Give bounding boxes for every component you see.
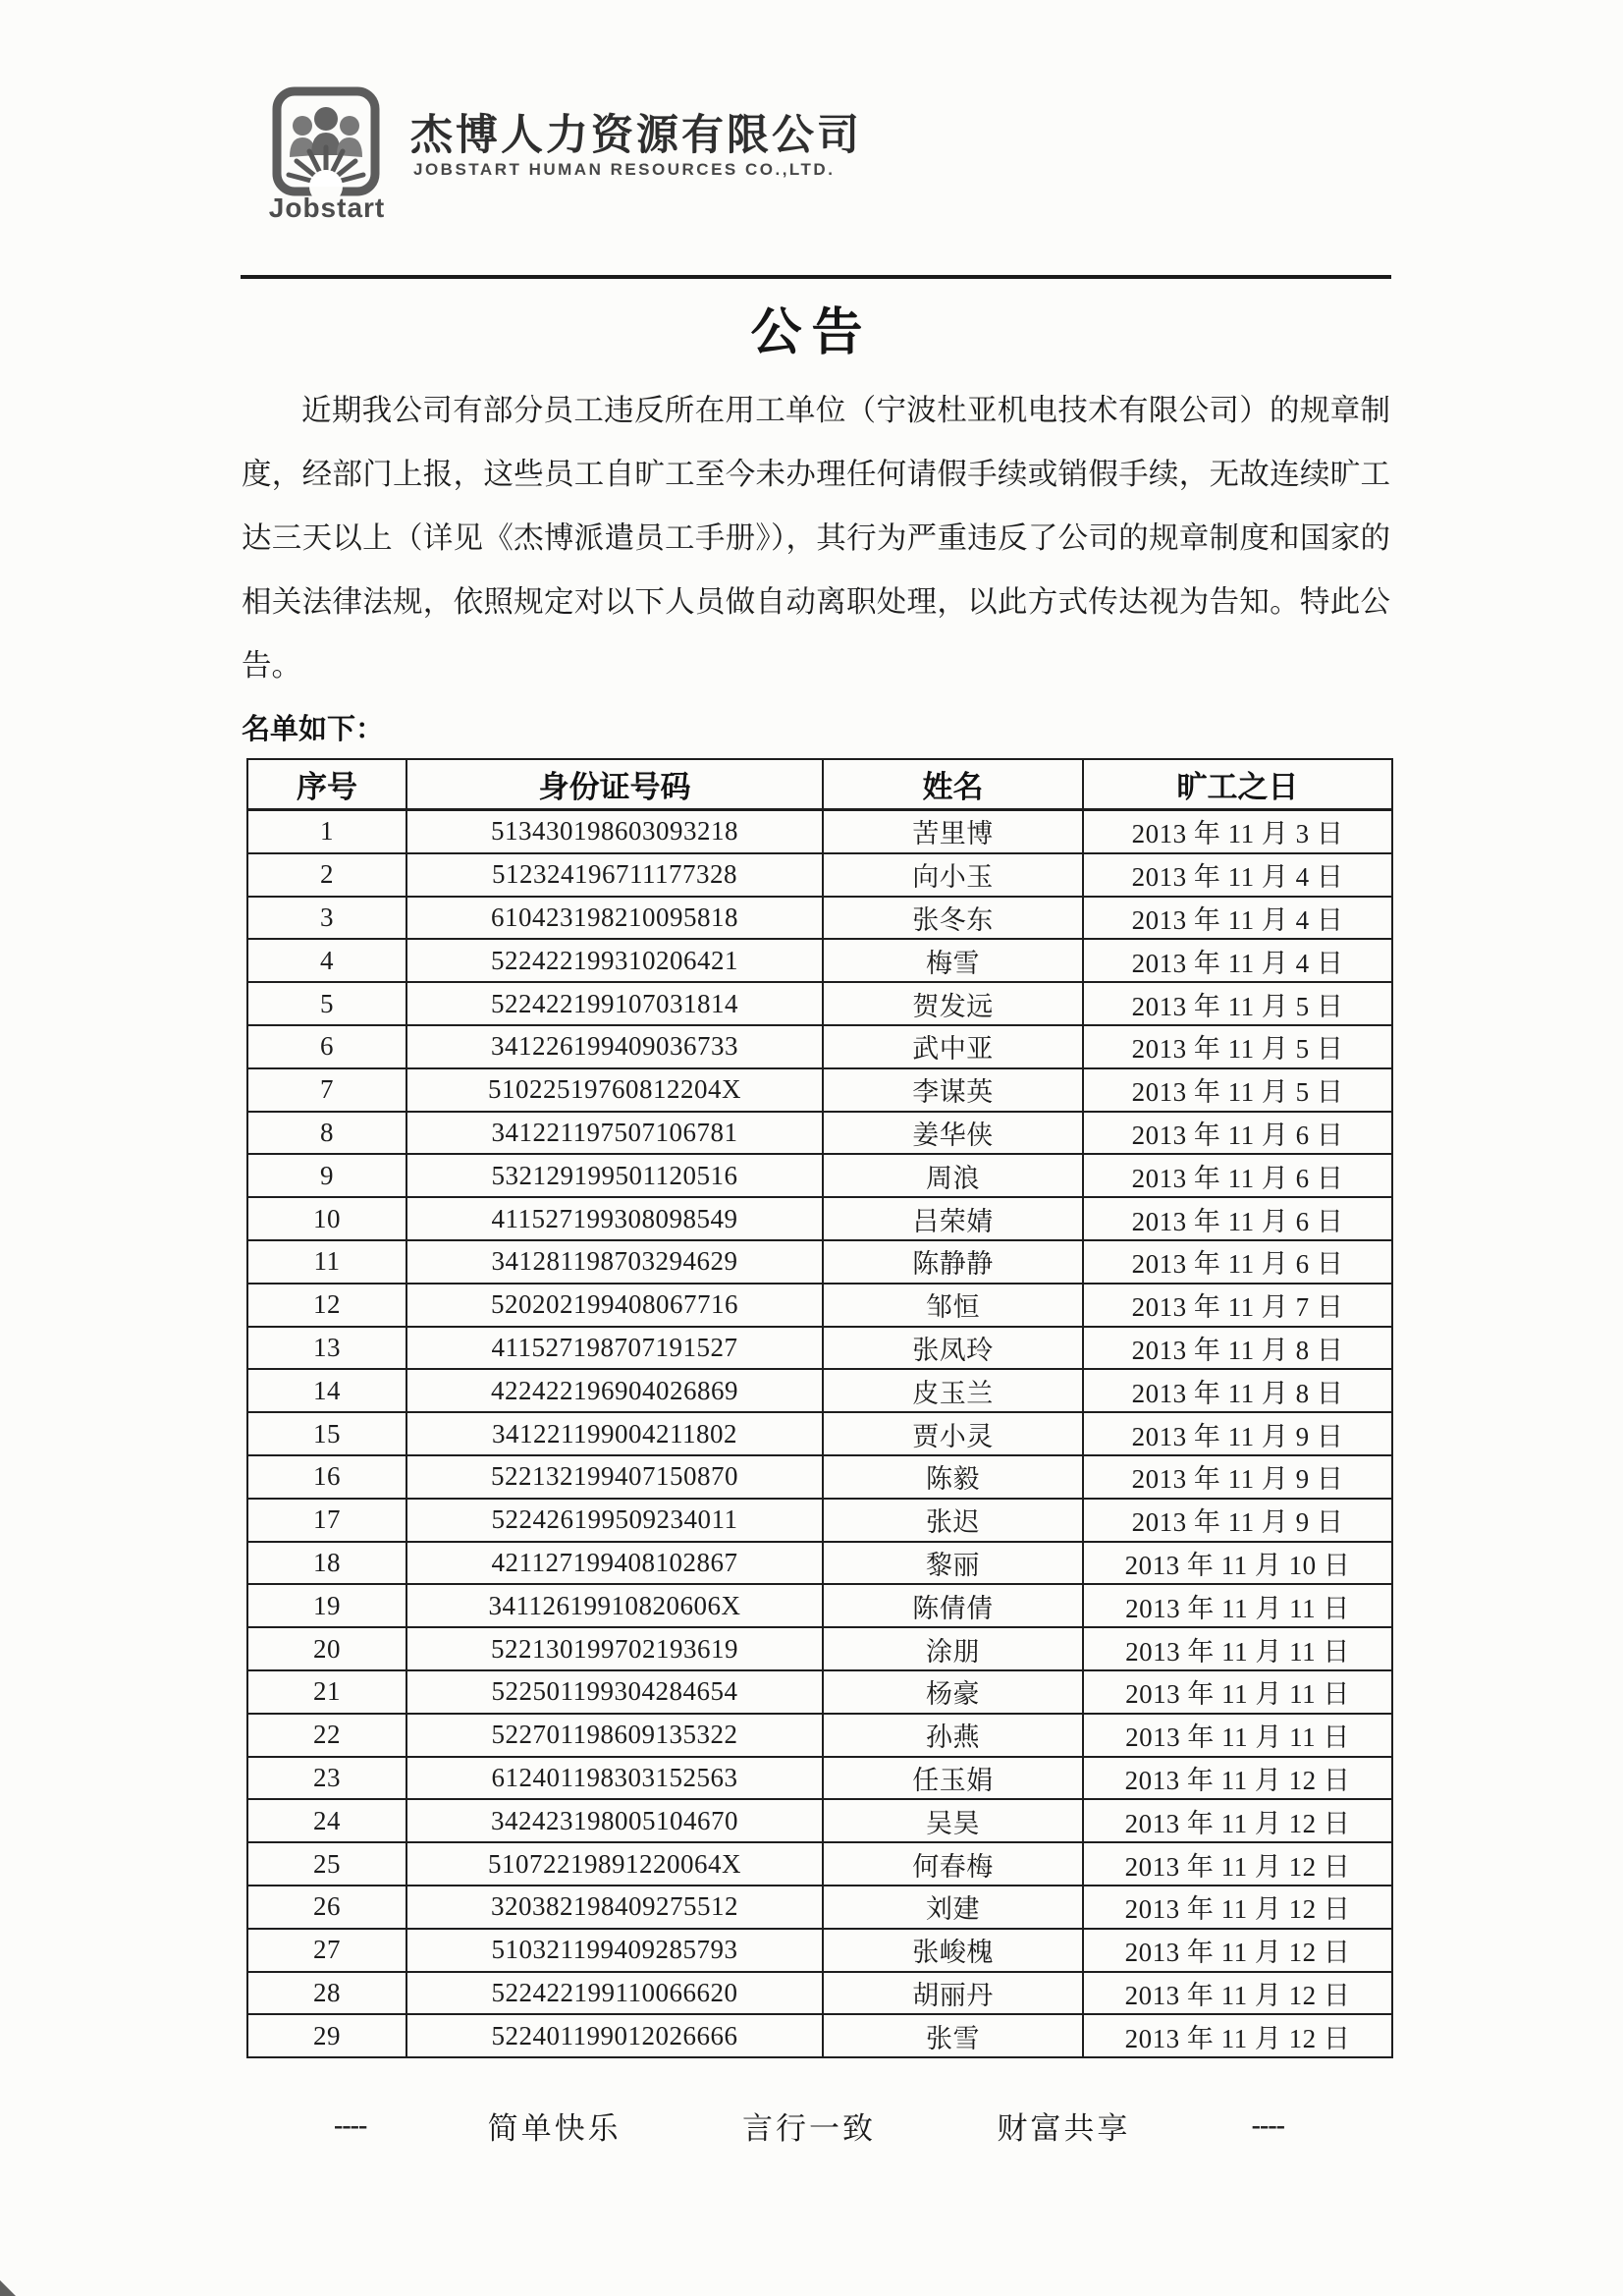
cell-name: 任玉娟 [823, 1757, 1083, 1800]
cell-index: 20 [247, 1627, 406, 1670]
table-header-row [247, 759, 1392, 810]
cell-id: 342423198005104670 [406, 1799, 823, 1842]
cell-name: 陈倩倩 [823, 1584, 1083, 1627]
cell-date: 2013 年 11 月 8 日 [1083, 1327, 1392, 1370]
cell-index: 23 [247, 1757, 406, 1800]
cell-date: 2013 年 11 月 11 日 [1083, 1627, 1392, 1670]
cell-name: 胡丽丹 [823, 1972, 1083, 2015]
cell-date: 2013 年 11 月 6 日 [1083, 1112, 1392, 1155]
table-row [247, 897, 1392, 940]
table-row [247, 1154, 1392, 1197]
slogan-3: 财富共享 [997, 2111, 1131, 2146]
cell-index: 24 [247, 1799, 406, 1842]
cell-id: 522501199304284654 [406, 1670, 823, 1714]
cell-index: 18 [247, 1542, 406, 1585]
cell-index: 1 [247, 810, 406, 853]
cell-id: 522132199407150870 [406, 1455, 823, 1499]
table-row [247, 1284, 1392, 1327]
cell-id: 341226199409036733 [406, 1025, 823, 1068]
cell-name: 向小玉 [823, 853, 1083, 897]
cell-index: 14 [247, 1369, 406, 1412]
table-row [247, 1972, 1392, 2015]
cell-date: 2013 年 11 月 6 日 [1083, 1197, 1392, 1240]
scan-artifact [0, 2280, 16, 2296]
cell-date: 2013 年 11 月 12 日 [1083, 1972, 1392, 2015]
cell-index: 11 [247, 1240, 406, 1284]
cell-date: 2013 年 11 月 9 日 [1083, 1455, 1392, 1499]
table-row [247, 1584, 1392, 1627]
cell-date: 2013 年 11 月 12 日 [1083, 2014, 1392, 2057]
cell-index: 7 [247, 1068, 406, 1112]
cell-name: 吴昊 [823, 1799, 1083, 1842]
cell-name: 陈毅 [823, 1455, 1083, 1499]
cell-id: 532129199501120516 [406, 1154, 823, 1197]
cell-id: 421127199408102867 [406, 1542, 823, 1585]
company-name-cn: 杰博人力资源有限公司 [410, 112, 862, 159]
table-row [247, 939, 1392, 982]
cell-id: 512324196711177328 [406, 853, 823, 897]
table-row [247, 810, 1392, 853]
cell-name: 张峻槐 [823, 1929, 1083, 1972]
cell-id: 411527199308098549 [406, 1197, 823, 1240]
cell-date: 2013 年 11 月 4 日 [1083, 853, 1392, 897]
cell-date: 2013 年 11 月 11 日 [1083, 1714, 1392, 1757]
slogan-2: 言行一致 [741, 2111, 876, 2146]
table-row [247, 1327, 1392, 1370]
cell-name: 吕荣婧 [823, 1197, 1083, 1240]
cell-date: 2013 年 11 月 7 日 [1083, 1284, 1392, 1327]
cell-date: 2013 年 11 月 3 日 [1083, 810, 1392, 853]
cell-index: 16 [247, 1455, 406, 1499]
table-row [247, 1025, 1392, 1068]
page-title: 公告 [750, 305, 873, 361]
cell-date: 2013 年 11 月 6 日 [1083, 1154, 1392, 1197]
cell-index: 8 [247, 1112, 406, 1155]
cell-index: 3 [247, 897, 406, 940]
cell-name: 苦里博 [823, 810, 1083, 853]
cell-index: 29 [247, 2014, 406, 2057]
cell-id: 522701198609135322 [406, 1714, 823, 1757]
cell-id: 411527198707191527 [406, 1327, 823, 1370]
company-name-en: JOBSTART HUMAN RESOURCES CO.,LTD. [413, 160, 836, 179]
cell-id: 513430198603093218 [406, 810, 823, 853]
footer-dash-right: ---- [1251, 2109, 1284, 2141]
cell-date: 2013 年 11 月 12 日 [1083, 1929, 1392, 1972]
table-row [247, 1068, 1392, 1112]
cell-date: 2013 年 11 月 12 日 [1083, 1799, 1392, 1842]
cell-id: 341221199004211802 [406, 1412, 823, 1455]
table-row [247, 1542, 1392, 1585]
cell-index: 19 [247, 1584, 406, 1627]
cell-date: 2013 年 11 月 5 日 [1083, 982, 1392, 1025]
cell-index: 22 [247, 1714, 406, 1757]
table-row [247, 982, 1392, 1025]
cell-id: 51022519760812204X [406, 1068, 823, 1112]
list-label: 名单如下： [242, 714, 385, 745]
table-row [247, 1757, 1392, 1800]
cell-id: 341281198703294629 [406, 1240, 823, 1284]
cell-index: 27 [247, 1929, 406, 1972]
cell-id: 520202199408067716 [406, 1284, 823, 1327]
cell-id: 341221197507106781 [406, 1112, 823, 1155]
jobstart-logo-icon [272, 86, 380, 196]
cell-date: 2013 年 11 月 8 日 [1083, 1369, 1392, 1412]
column-header-index: 序号 [247, 759, 406, 810]
cell-name: 周浪 [823, 1154, 1083, 1197]
table-header [247, 759, 1392, 810]
cell-id: 51072219891220064X [406, 1842, 823, 1886]
cell-name: 梅雪 [823, 939, 1083, 982]
cell-name: 涂朋 [823, 1627, 1083, 1670]
table-row [247, 1455, 1392, 1499]
cell-index: 17 [247, 1499, 406, 1542]
cell-index: 21 [247, 1670, 406, 1714]
cell-name: 邹恒 [823, 1284, 1083, 1327]
absentee-table [246, 758, 1393, 2058]
cell-name: 张雪 [823, 2014, 1083, 2057]
cell-index: 28 [247, 1972, 406, 2015]
cell-date: 2013 年 11 月 12 日 [1083, 1842, 1392, 1886]
table-body [247, 810, 1392, 2058]
footer-slogans [334, 2104, 1284, 2148]
cell-date: 2013 年 11 月 12 日 [1083, 1757, 1392, 1800]
header-divider [241, 275, 1391, 279]
cell-date: 2013 年 11 月 4 日 [1083, 897, 1392, 940]
cell-id: 522422199110066620 [406, 1972, 823, 2015]
cell-id: 522130199702193619 [406, 1627, 823, 1670]
cell-index: 4 [247, 939, 406, 982]
cell-date: 2013 年 11 月 9 日 [1083, 1412, 1392, 1455]
cell-date: 2013 年 11 月 12 日 [1083, 1886, 1392, 1929]
column-header-date: 旷工之日 [1083, 759, 1392, 810]
cell-date: 2013 年 11 月 11 日 [1083, 1670, 1392, 1714]
cell-index: 2 [247, 853, 406, 897]
cell-index: 5 [247, 982, 406, 1025]
cell-index: 13 [247, 1327, 406, 1370]
cell-index: 15 [247, 1412, 406, 1455]
table-row [247, 1197, 1392, 1240]
table-row [247, 1412, 1392, 1455]
cell-id: 522401199012026666 [406, 2014, 823, 2057]
table-row [247, 1799, 1392, 1842]
cell-date: 2013 年 11 月 5 日 [1083, 1025, 1392, 1068]
cell-name: 姜华侠 [823, 1112, 1083, 1155]
cell-name: 陈静静 [823, 1240, 1083, 1284]
cell-id: 320382198409275512 [406, 1886, 823, 1929]
table-row [247, 1929, 1392, 1972]
cell-date: 2013 年 11 月 4 日 [1083, 939, 1392, 982]
table-row [247, 1369, 1392, 1412]
cell-id: 522422199107031814 [406, 982, 823, 1025]
cell-id: 422422196904026869 [406, 1369, 823, 1412]
table-row [247, 2014, 1392, 2057]
table-row [247, 1670, 1392, 1714]
table-row [247, 1240, 1392, 1284]
cell-name: 贺发远 [823, 982, 1083, 1025]
cell-date: 2013 年 11 月 11 日 [1083, 1584, 1392, 1627]
table-row [247, 1714, 1392, 1757]
footer-dash-left: ---- [334, 2109, 367, 2141]
cell-index: 9 [247, 1154, 406, 1197]
cell-name: 皮玉兰 [823, 1369, 1083, 1412]
cell-date: 2013 年 11 月 6 日 [1083, 1240, 1392, 1284]
cell-date: 2013 年 11 月 9 日 [1083, 1499, 1392, 1542]
cell-name: 张迟 [823, 1499, 1083, 1542]
cell-index: 26 [247, 1886, 406, 1929]
cell-date: 2013 年 11 月 5 日 [1083, 1068, 1392, 1112]
cell-index: 6 [247, 1025, 406, 1068]
announcement-paragraph: 近期我公司有部分员工违反所在用工单位（宁波杜亚机电技术有限公司）的规章制度，经部门上报，这些员工自旷工至今未办理任何请假手续或销假手续，无故连续旷工达三天以上（详见《杰博派遣员工手册》），其行为严重违反了公司的规章制度和国家的相关法律法规，依照规定对以下人员做自动离职处理，以此方式传达视为告知。特此公告。 [242, 394, 1390, 683]
cell-name: 杨豪 [823, 1670, 1083, 1714]
column-header-name: 姓名 [823, 759, 1083, 810]
cell-name: 黎丽 [823, 1542, 1083, 1585]
cell-index: 12 [247, 1284, 406, 1327]
cell-id: 522426199509234011 [406, 1499, 823, 1542]
table-row [247, 1886, 1392, 1929]
logo-wordmark: Jobstart [268, 192, 386, 223]
slogan-1: 简单快乐 [487, 2111, 622, 2146]
cell-name: 武中亚 [823, 1025, 1083, 1068]
cell-id: 610423198210095818 [406, 897, 823, 940]
cell-index: 25 [247, 1842, 406, 1886]
cell-name: 张凤玲 [823, 1327, 1083, 1370]
table-row [247, 1112, 1392, 1155]
cell-id: 34112619910820606X [406, 1584, 823, 1627]
cell-index: 10 [247, 1197, 406, 1240]
cell-name: 孙燕 [823, 1714, 1083, 1757]
cell-name: 何春梅 [823, 1842, 1083, 1886]
cell-name: 贾小灵 [823, 1412, 1083, 1455]
table-row [247, 1499, 1392, 1542]
cell-id: 612401198303152563 [406, 1757, 823, 1800]
cell-date: 2013 年 11 月 10 日 [1083, 1542, 1392, 1585]
table-row [247, 1627, 1392, 1670]
cell-name: 张冬东 [823, 897, 1083, 940]
table-row [247, 853, 1392, 897]
table-row [247, 1842, 1392, 1886]
cell-id: 510321199409285793 [406, 1929, 823, 1972]
cell-id: 522422199310206421 [406, 939, 823, 982]
column-header-id: 身份证号码 [406, 759, 823, 810]
cell-name: 刘建 [823, 1886, 1083, 1929]
cell-name: 李谋英 [823, 1068, 1083, 1112]
